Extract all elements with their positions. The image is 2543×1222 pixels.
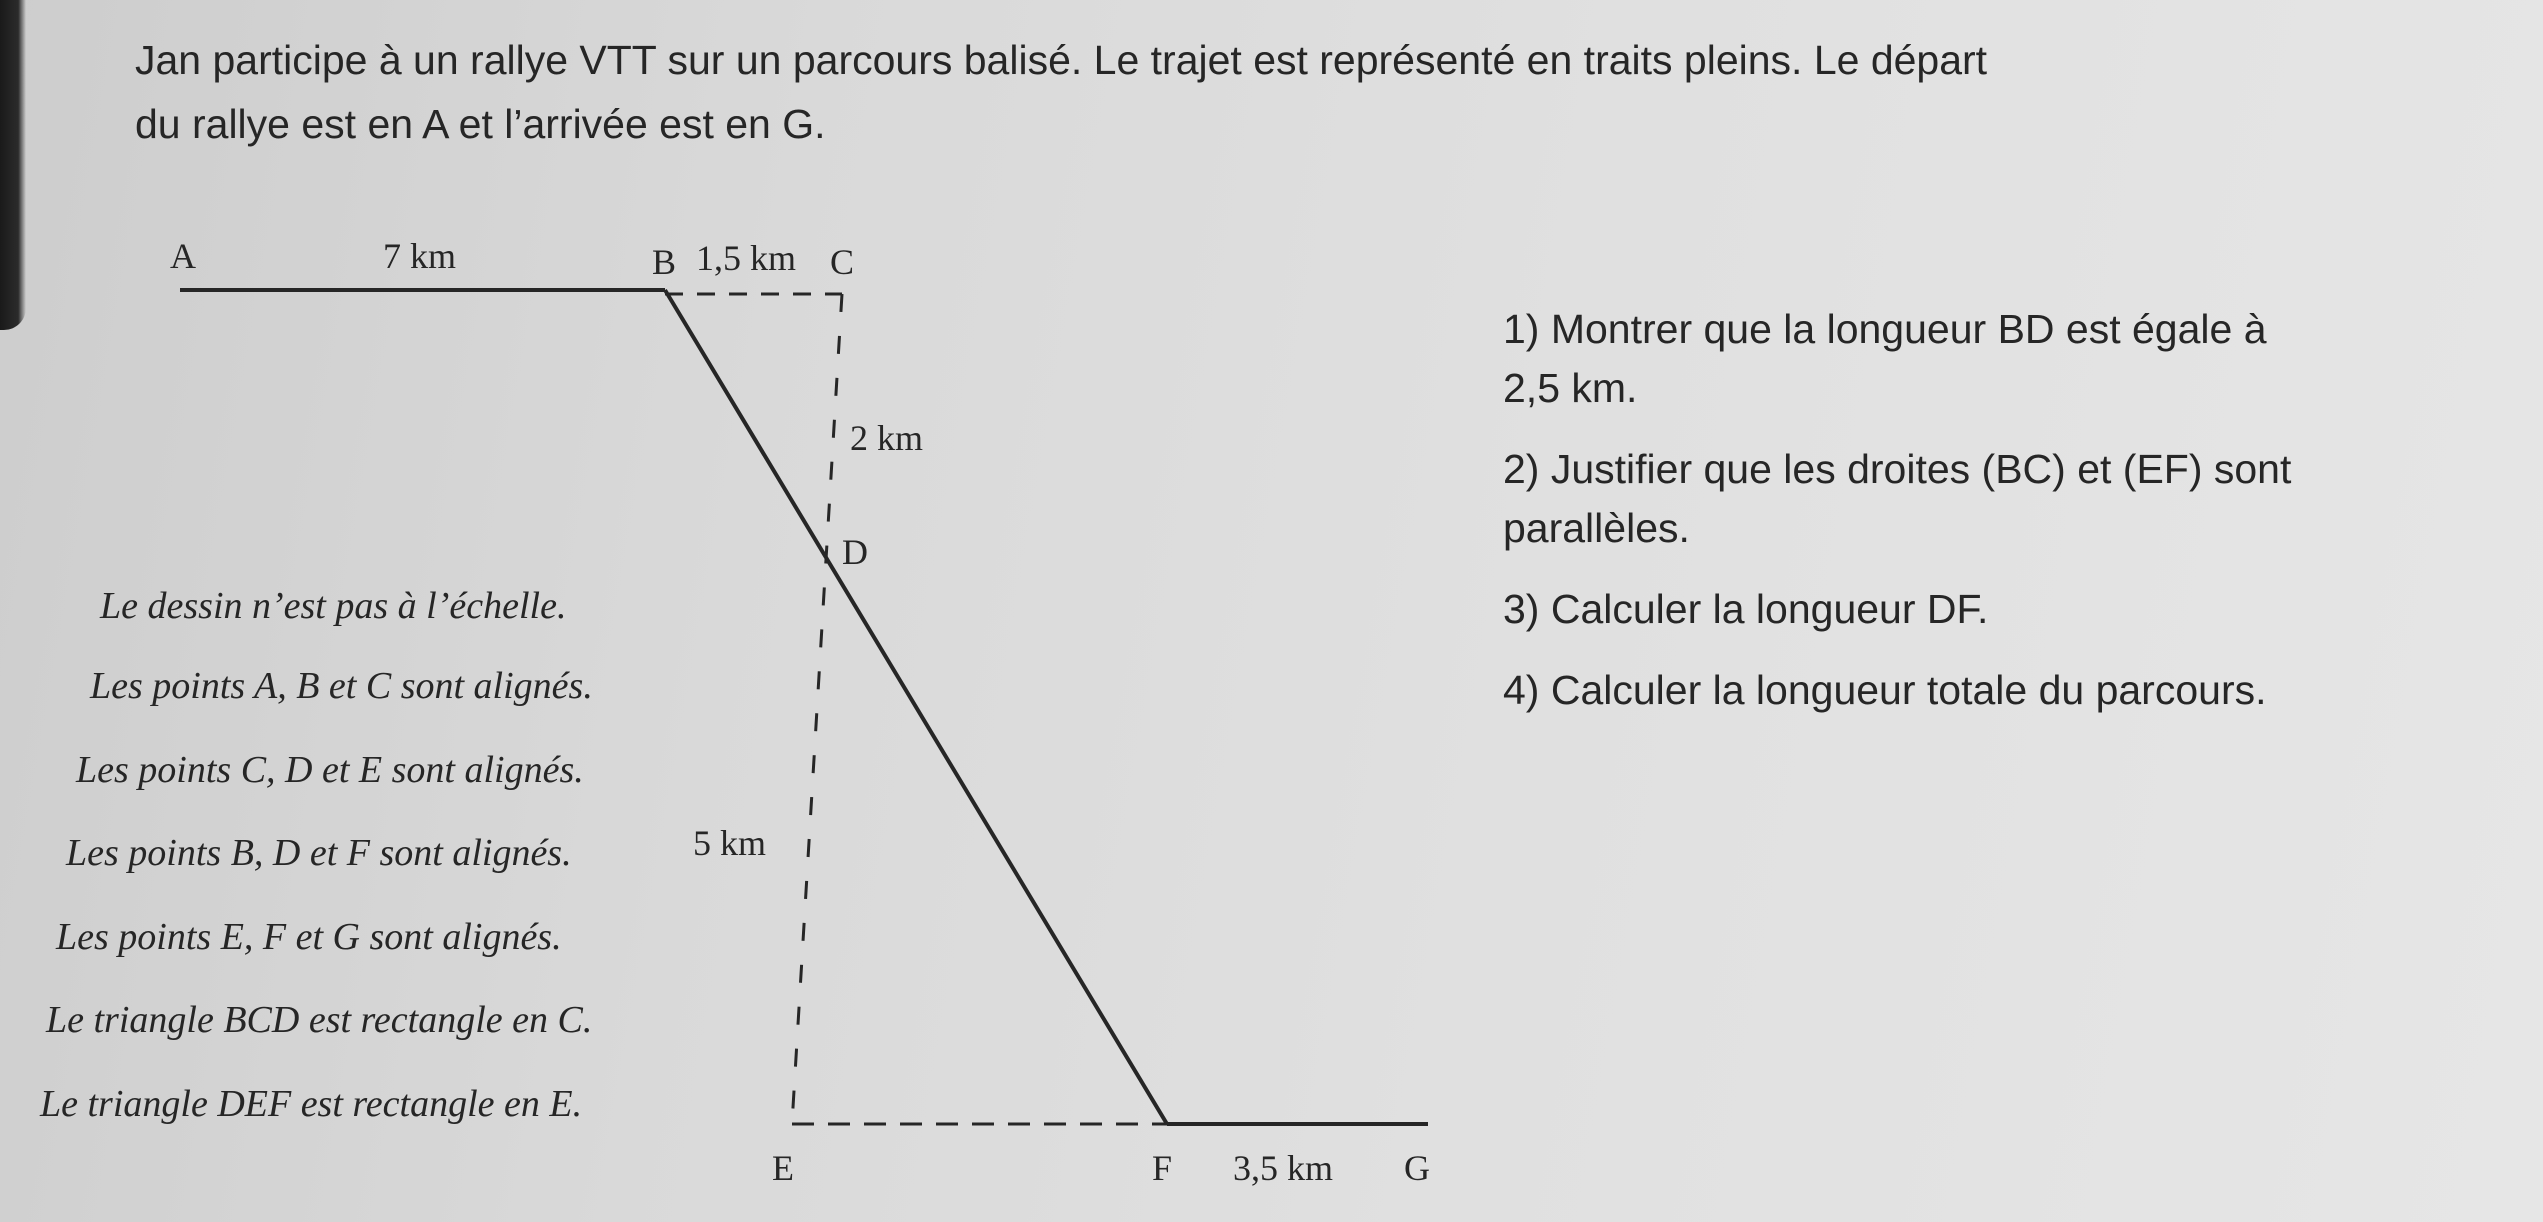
fact-def-right: Le triangle DEF est rectangle en E. [40, 1083, 583, 1125]
fact-cde-aligned: Les points C, D et E sont alignés. [76, 749, 584, 791]
point-a-label: A [170, 236, 196, 276]
fact-scale: Le dessin n’est pas à l’échelle. [100, 585, 567, 627]
question-3 [1503, 580, 2523, 639]
length-de-label: 5 km [693, 823, 767, 863]
point-d-label: D [842, 532, 868, 572]
length-bc-label: 1,5 km [696, 238, 797, 278]
fact-bcd-right: Le triangle BCD est rectangle en C. [46, 999, 593, 1041]
question-4 [1503, 661, 2523, 720]
point-c-label: C [830, 242, 855, 282]
question-1-line-1: 1) Montrer que la longueur BD est égale à [1503, 306, 2267, 352]
intro-line-2: du rallye est en A et l’arrivée est en G. [135, 101, 826, 147]
question-1 [1503, 300, 2523, 418]
length-fg-label: 3,5 km [1233, 1148, 1334, 1188]
dashed-ce [792, 294, 842, 1124]
point-e-label: E [772, 1148, 794, 1188]
question-2 [1503, 440, 2523, 558]
question-3-line-1: 3) Calculer la longueur DF. [1503, 586, 1989, 632]
length-cd-label: 2 km [850, 418, 924, 458]
length-ab-label: 7 km [383, 236, 457, 276]
questions-list [1503, 300, 2523, 742]
fact-abc-aligned: Les points A, B et C sont alignés. [90, 665, 593, 707]
question-4-line-1: 4) Calculer la longueur totale du parcours. [1503, 667, 2267, 713]
intro-line-1: Jan participe à un rallye VTT sur un parcours balisé. Le trajet est représenté en traits pleins. Le départ [135, 37, 1988, 83]
question-2-line-2: parallèles. [1503, 505, 1690, 551]
fact-efg-aligned: Les points E, F et G sont alignés. [56, 916, 562, 958]
point-g-label: G [1404, 1148, 1430, 1188]
question-1-line-2: 2,5 km. [1503, 365, 1638, 411]
fact-bdf-aligned: Les points B, D et F sont alignés. [66, 832, 572, 874]
point-b-label: B [652, 242, 677, 282]
question-2-line-1: 2) Justifier que les droites (BC) et (EF) sont [1503, 446, 2292, 492]
point-f-label: F [1152, 1148, 1173, 1188]
segment-bf [665, 290, 1167, 1124]
